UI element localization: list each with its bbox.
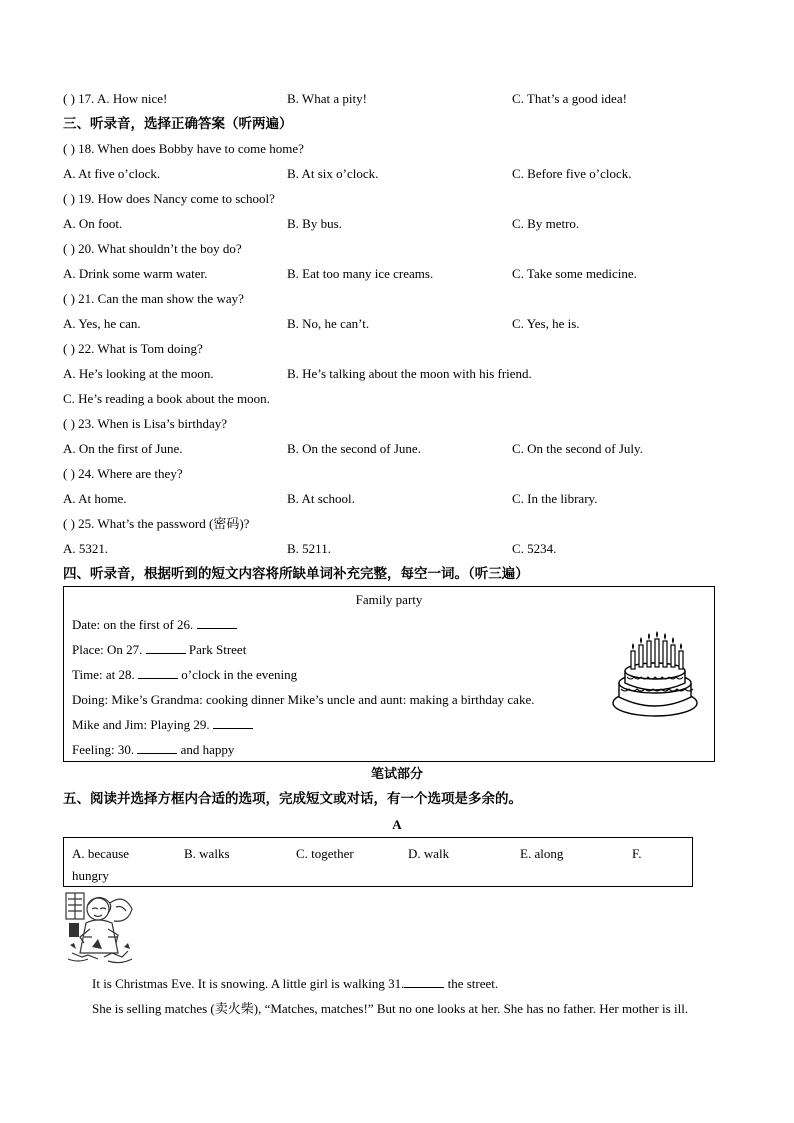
option-a: A. On foot. — [63, 216, 123, 231]
question-24-options — [63, 490, 598, 508]
option-b: B. He’s talking about the moon with his friend. — [287, 366, 532, 381]
blank-28[interactable] — [138, 666, 178, 679]
part-a-label: A — [392, 817, 402, 832]
question-24-stem: ( ) 24. Where are they? — [63, 466, 183, 481]
section-3-title: 三、听录音，选择正确答案（听两遍） — [63, 116, 293, 132]
place-street: Park Street — [188, 642, 247, 657]
feeling-line — [72, 741, 234, 759]
option-b: B. No, he can’t. — [287, 316, 370, 331]
question-25-stem: ( ) 25. What’s the password (密码)? — [63, 516, 250, 531]
option-b: B. On the second of June. — [287, 441, 421, 456]
blank-31[interactable] — [404, 975, 444, 988]
option-a: A. because — [72, 846, 130, 861]
question-19-stem: ( ) 19. How does Nancy come to school? — [63, 191, 275, 206]
date-line — [72, 616, 237, 634]
option-a: A. Yes, he can. — [63, 316, 141, 331]
question-22-options-ab — [63, 365, 532, 383]
story-paragraph-1 — [92, 975, 498, 993]
playing-text: Mike and Jim: Playing 29. — [72, 717, 210, 732]
question-20-stem: ( ) 20. What shouldn’t the boy do? — [63, 241, 242, 256]
date-text: Date: on the first of 26. — [72, 617, 194, 632]
question-22-stem: ( ) 22. What is Tom doing? — [63, 341, 203, 356]
question-19-options — [63, 215, 580, 233]
option-c: C. By metro. — [512, 216, 580, 231]
section-4-title: 四、听录音，根据听到的短文内容将所缺单词补充完整，每空一词。（听三遍） — [63, 566, 529, 582]
question-23-stem: ( ) 23. When is Lisa’s birthday? — [63, 416, 228, 431]
question-18-stem: ( ) 18. When does Bobby have to come home? — [63, 141, 304, 156]
family-party-box — [63, 586, 715, 762]
blank-29[interactable] — [213, 716, 253, 729]
question-20-options — [63, 265, 637, 283]
option-c: C. That’s a good idea! — [512, 91, 627, 106]
story-text-1a: It is Christmas Eve. It is snowing. A little girl is walking 31. — [92, 976, 405, 991]
word-bank-box — [63, 837, 693, 887]
option-b: B. walks — [184, 846, 230, 861]
blank-27[interactable] — [146, 641, 186, 654]
option-b: B. At school. — [287, 491, 355, 506]
option-c: C. On the second of July. — [512, 441, 643, 456]
option-a: A. 5321. — [63, 541, 109, 556]
section-5-title: 五、阅读并选择方框内合适的选项，完成短文或对话，有一个选项是多余的。 — [63, 791, 522, 807]
blank-26[interactable] — [197, 616, 237, 629]
story-paragraph-2: She is selling matches (卖火柴), “Matches, matches!” But no one looks at her. She has no father. Her mother is ill. — [92, 1001, 689, 1016]
playing-line — [72, 716, 253, 734]
option-b: B. 5211. — [287, 541, 331, 556]
option-d: D. walk — [408, 846, 450, 861]
option-e: E. along — [520, 846, 564, 861]
question-21-stem: ( ) 21. Can the man show the way? — [63, 291, 244, 306]
question-17 — [63, 90, 627, 108]
story-text-1b: the street. — [447, 976, 499, 991]
option-a: A. At home. — [63, 491, 127, 506]
option-c: C. Yes, he is. — [512, 316, 580, 331]
blank-30[interactable] — [137, 741, 177, 754]
question-stem: ( ) 17. A. How nice! — [63, 91, 168, 106]
option-a: A. At five o’clock. — [63, 166, 161, 181]
option-b: B. At six o’clock. — [287, 166, 379, 181]
box-title: Family party — [355, 592, 423, 607]
option-b: B. Eat too many ice creams. — [287, 266, 434, 281]
time-line — [72, 666, 297, 684]
option-a: A. He’s looking at the moon. — [63, 366, 214, 381]
question-23-options — [63, 440, 643, 458]
question-21-options — [63, 315, 580, 333]
match-girl-illustration — [64, 889, 136, 967]
time-suffix: o’clock in the evening — [181, 667, 298, 682]
option-c: C. In the library. — [512, 491, 598, 506]
birthday-cake-icon — [609, 631, 701, 721]
question-18-options — [63, 165, 632, 183]
doing-line: Doing: Mike’s Grandma: cooking dinner Mike’s uncle and aunt: making a birthday cake. — [72, 692, 535, 707]
option-a: A. On the first of June. — [63, 441, 183, 456]
option-b: B. What a pity! — [287, 91, 367, 106]
place-text: Place: On 27. — [72, 642, 143, 657]
question-25-options — [63, 540, 557, 558]
option-b: B. By bus. — [287, 216, 342, 231]
feeling-suffix: and happy — [180, 742, 235, 757]
time-text: Time: at 28. — [72, 667, 135, 682]
option-a: A. Drink some warm water. — [63, 266, 208, 281]
feeling-text: Feeling: 30. — [72, 742, 135, 757]
option-c: C. Take some medicine. — [512, 266, 637, 281]
option-c: C. Before five o’clock. — [512, 166, 632, 181]
option-c: C. 5234. — [512, 541, 557, 556]
option-f: F. — [632, 846, 642, 861]
question-22-option-c: C. He’s reading a book about the moon. — [63, 391, 270, 406]
option-f-word: hungry — [72, 868, 109, 883]
option-c: C. together — [296, 846, 354, 861]
place-line — [72, 641, 246, 659]
written-part-title: 笔试部分 — [370, 767, 423, 782]
